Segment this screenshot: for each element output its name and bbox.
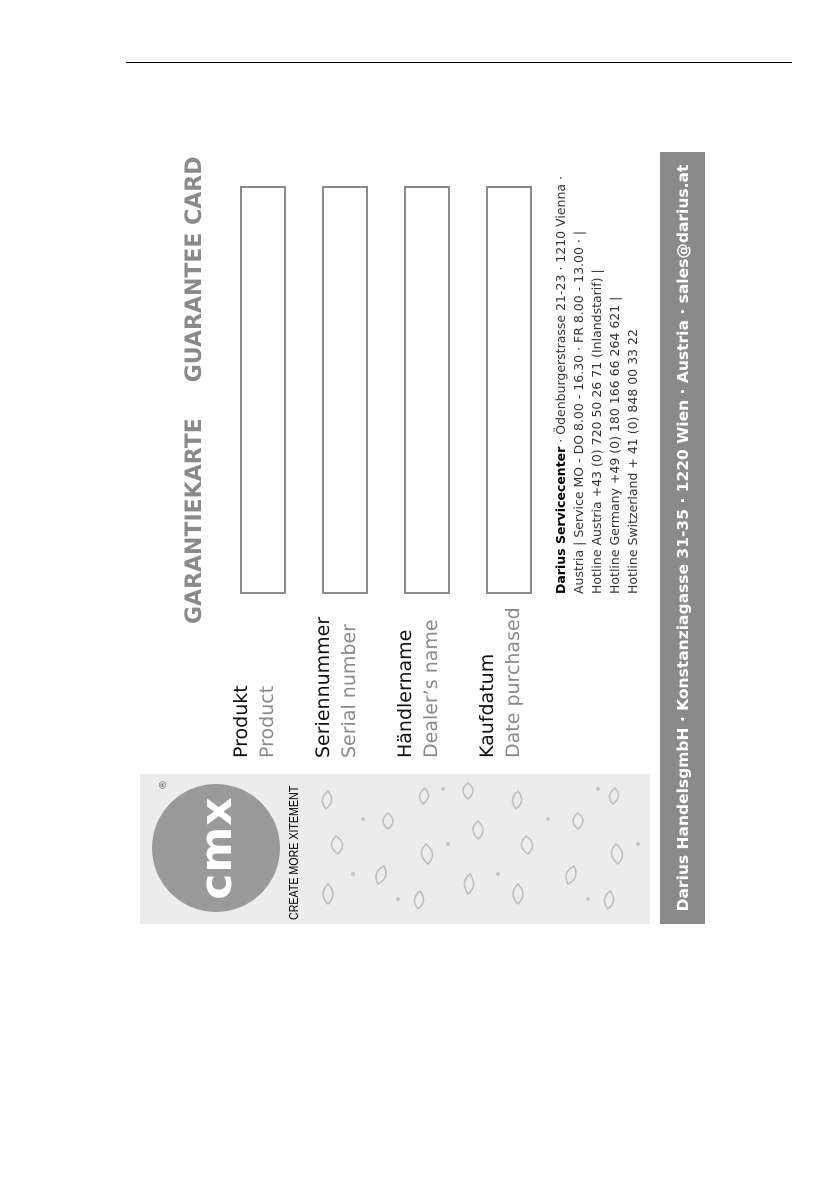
title-german: GARANTIEKARTE (182, 418, 207, 624)
date-label-en: Date purchased (502, 607, 524, 758)
service-company: Darius Servicecenter (553, 446, 568, 594)
hotline-germany: Hotline Germany +49 (0) 180 166 66 264 621 | (607, 296, 622, 594)
registered-mark: ® (158, 780, 169, 790)
guarantee-card (140, 152, 705, 924)
dealer-label-en: Dealer’s name (420, 619, 442, 758)
date-label-de: Kaufdatum (476, 653, 498, 758)
decorative-pattern (308, 774, 650, 924)
hotline-switzerland: Hotline Switzerland + 41 (0) 848 00 33 22 (625, 329, 640, 594)
logo-panel (140, 774, 650, 924)
product-field[interactable] (240, 186, 286, 594)
date-purchased-field[interactable] (486, 186, 532, 594)
serial-label-de: Seriennummer (312, 616, 334, 758)
service-hours: Austria | Service MO - DO 8.00 - 16.30 · FR 8.00 - 13.00 · | (571, 230, 586, 594)
guarantee-card-content (140, 152, 705, 924)
service-contact: Darius Servicecenter · Ödenburgerstrasse 21-23 · 1210 Vienna · Austria | Service MO - DO 8.00 - 16.30 · FR 8.00 - 13.00 · | Hotline Austria +43 (0) 720 50 26 71 (Inlandstarif) | Hotline Germany +49 (0) 180 166 66 264 621 | Hotline Switzerland + 41 (0) 848 00 33 22 (553, 176, 640, 594)
serial-label-en: Serial number (338, 624, 360, 758)
dealer-name-field[interactable] (404, 186, 450, 594)
header-rule (126, 62, 792, 63)
product-label-en: Product (256, 685, 278, 758)
dealer-label-de: Händlername (394, 629, 416, 758)
cmx-logo: cmx (152, 784, 280, 912)
footer-bar: Darius HandelsgmbH · Konstanziagasse 31-35 · 1220 Wien · Austria · sales@darius.at (660, 152, 705, 924)
hotline-austria: Hotline Austria +43 (0) 720 50 26 71 (Inlandstarif) | (589, 269, 604, 594)
card-title (182, 152, 207, 624)
product-label-de: Produkt (230, 685, 252, 758)
slogan: CREATE MORE XITEMENT (286, 785, 301, 920)
title-english: GUARANTEE CARD (182, 156, 207, 383)
serial-number-field[interactable] (322, 186, 368, 594)
